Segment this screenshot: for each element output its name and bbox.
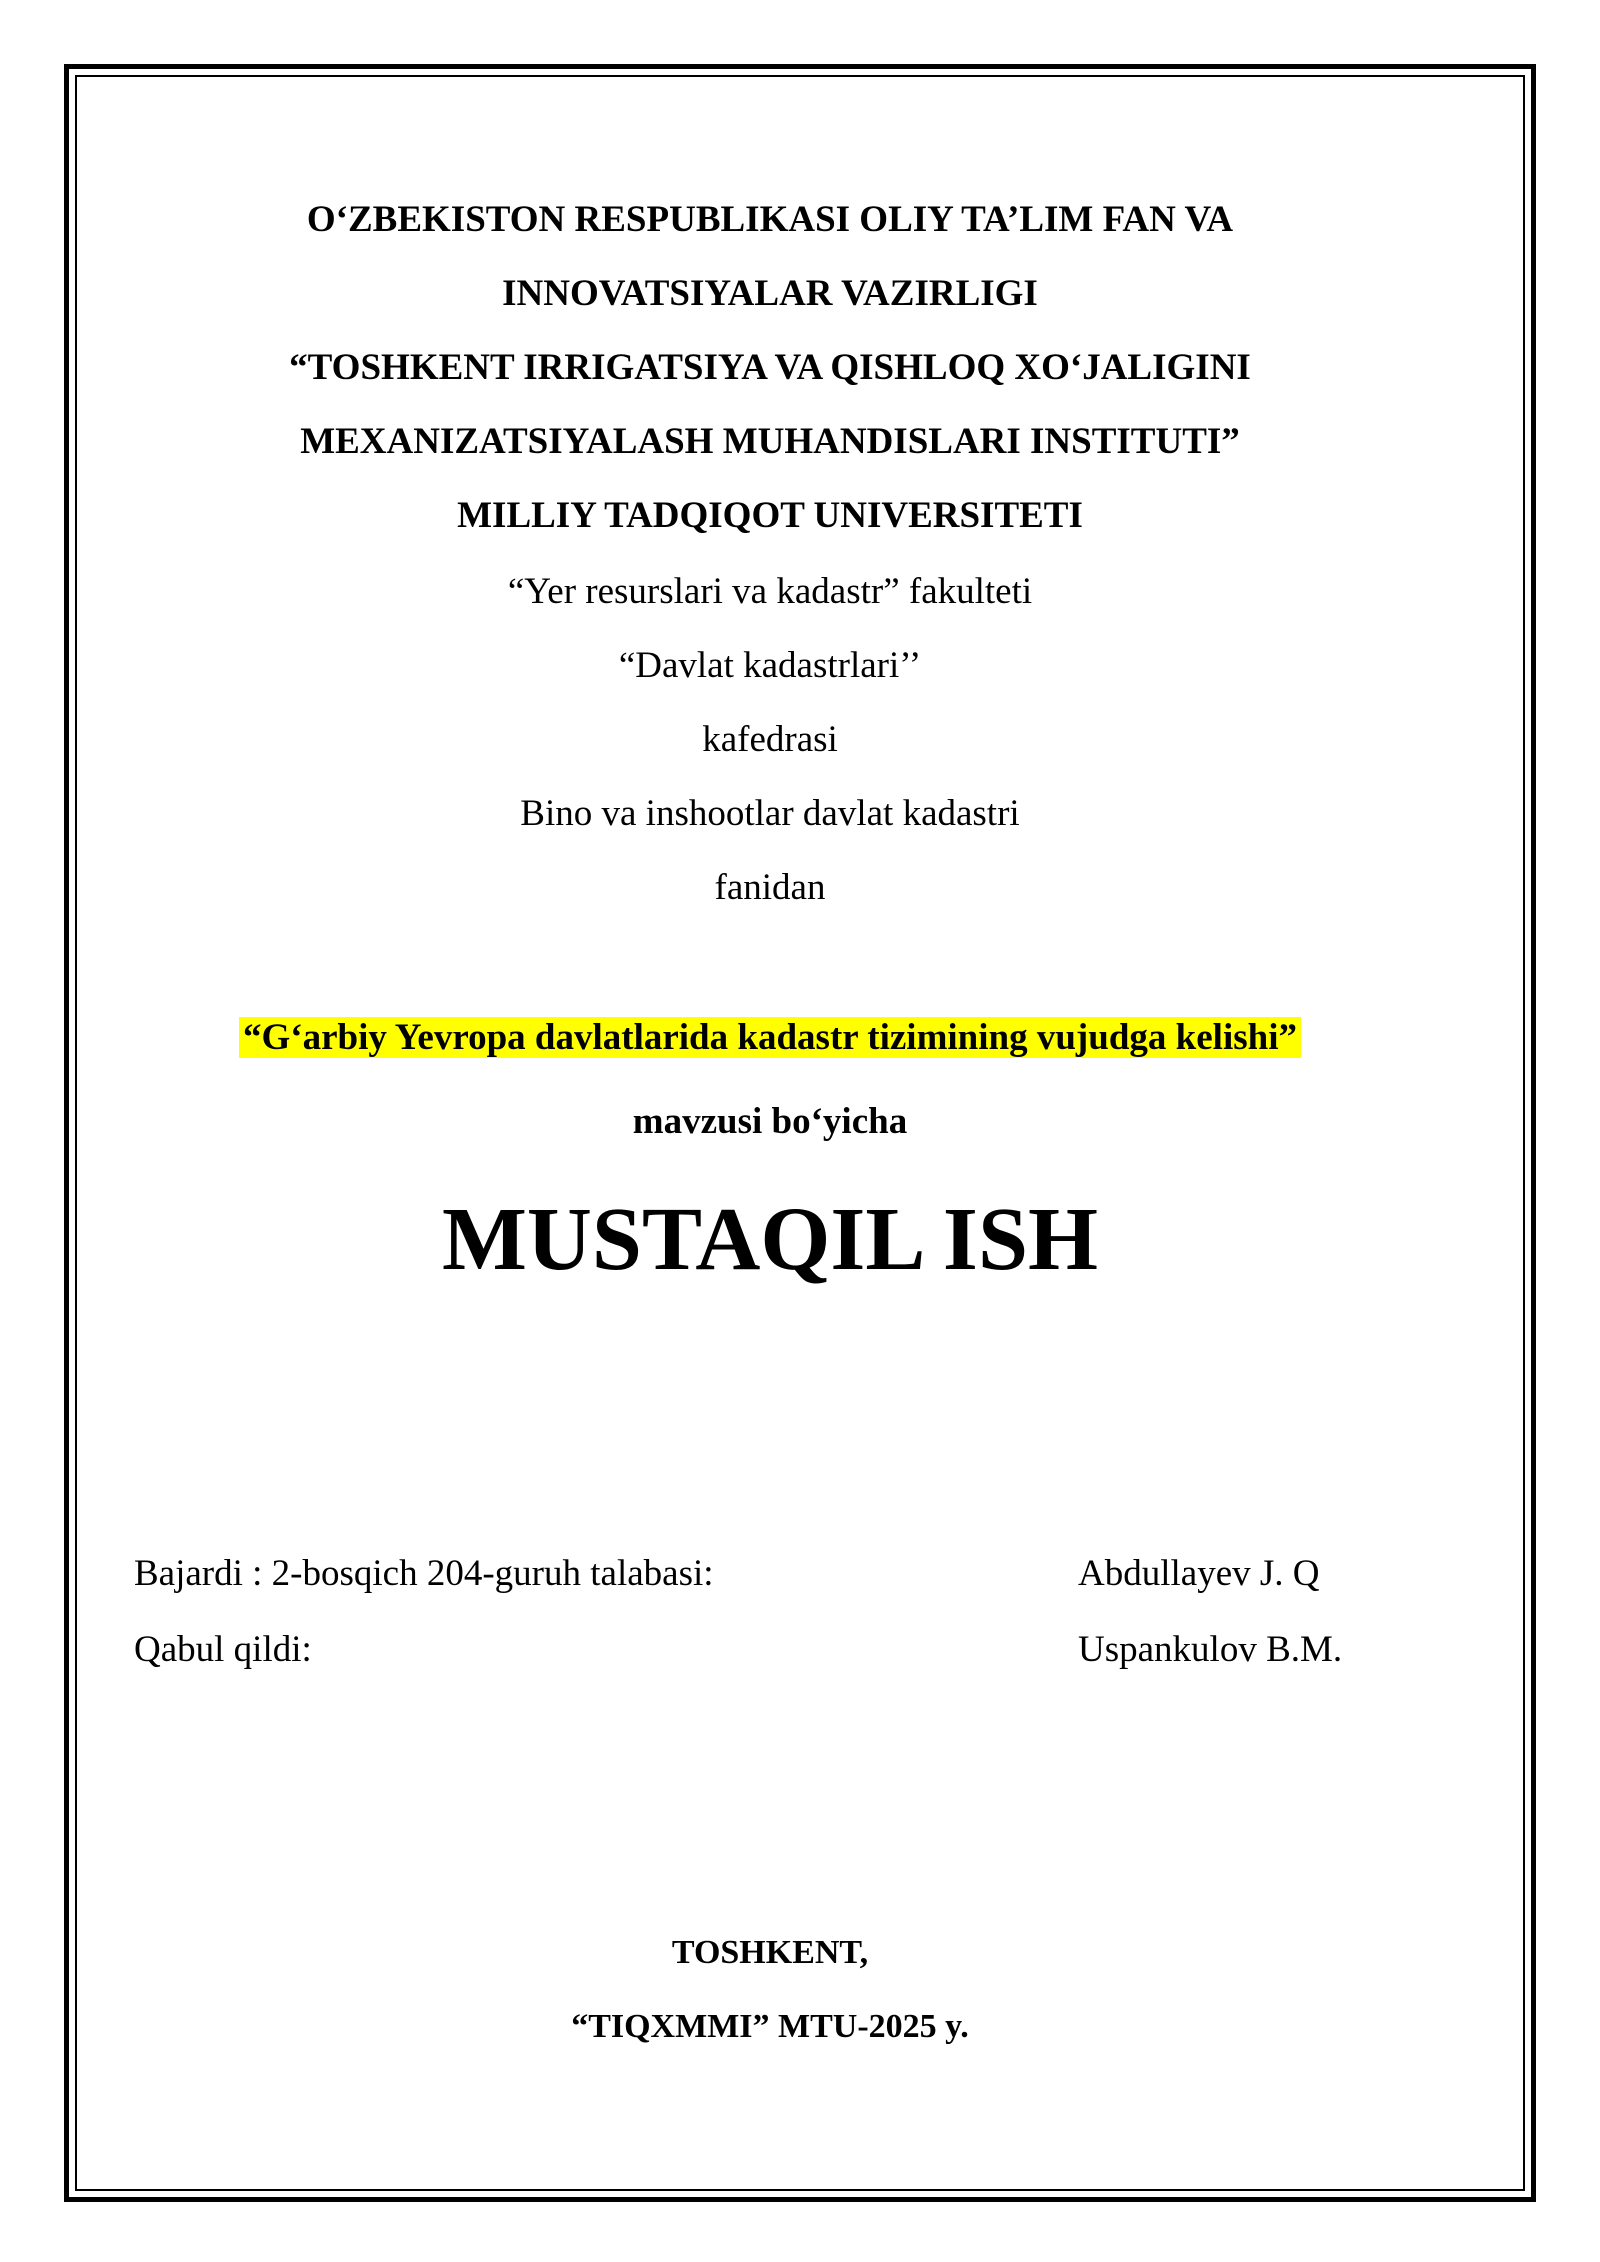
institute-line-1: “TOSHKENT IRRIGATSIYA VA QISHLOQ XO‘JALIGINI — [289, 347, 1251, 388]
performed-label: Bajardi : 2-bosqich 204-guruh talabasi: — [134, 1553, 714, 1594]
topic-title: “G‘arbiy Yevropa davlatlarida kadastr tizimining vujudga kelishi” — [239, 1017, 1301, 1058]
footer-city: TOSHKENT, — [671, 1934, 869, 1971]
work-type-title: MUSTAQIL ISH — [441, 1190, 1098, 1289]
faculty-name: “Yer resurslari va kadastr” fakulteti — [507, 571, 1033, 612]
topic-suffix: mavzusi bo‘yicha — [632, 1101, 908, 1142]
topic-title-row — [0, 1016, 1540, 1059]
performed-name: Abdullayev J. Q — [1078, 1553, 1320, 1594]
university-name: MILLIY TADQIQOT UNIVERSITETI — [457, 495, 1083, 536]
footer-year: “TIQXMMI” MTU-2025 y. — [571, 2008, 969, 2045]
chair-name: “Davlat kadastrlari’’ — [618, 645, 922, 686]
chair-word: kafedrasi — [702, 719, 838, 760]
ministry-line-2: INNOVATSIYALAR VAZIRLIGI — [502, 273, 1038, 314]
subject-suffix: fanidan — [714, 867, 826, 908]
accepted-name: Uspankulov B.M. — [1078, 1629, 1343, 1670]
institute-line-2: MEXANIZATSIYALASH MUHANDISLARI INSTITUTI” — [300, 421, 1240, 462]
accepted-label: Qabul qildi: — [134, 1629, 312, 1670]
subject-name: Bino va inshootlar davlat kadastri — [520, 793, 1020, 834]
ministry-line-1: O‘ZBEKISTON RESPUBLIKASI OLIY TA’LIM FAN VA — [306, 199, 1234, 240]
